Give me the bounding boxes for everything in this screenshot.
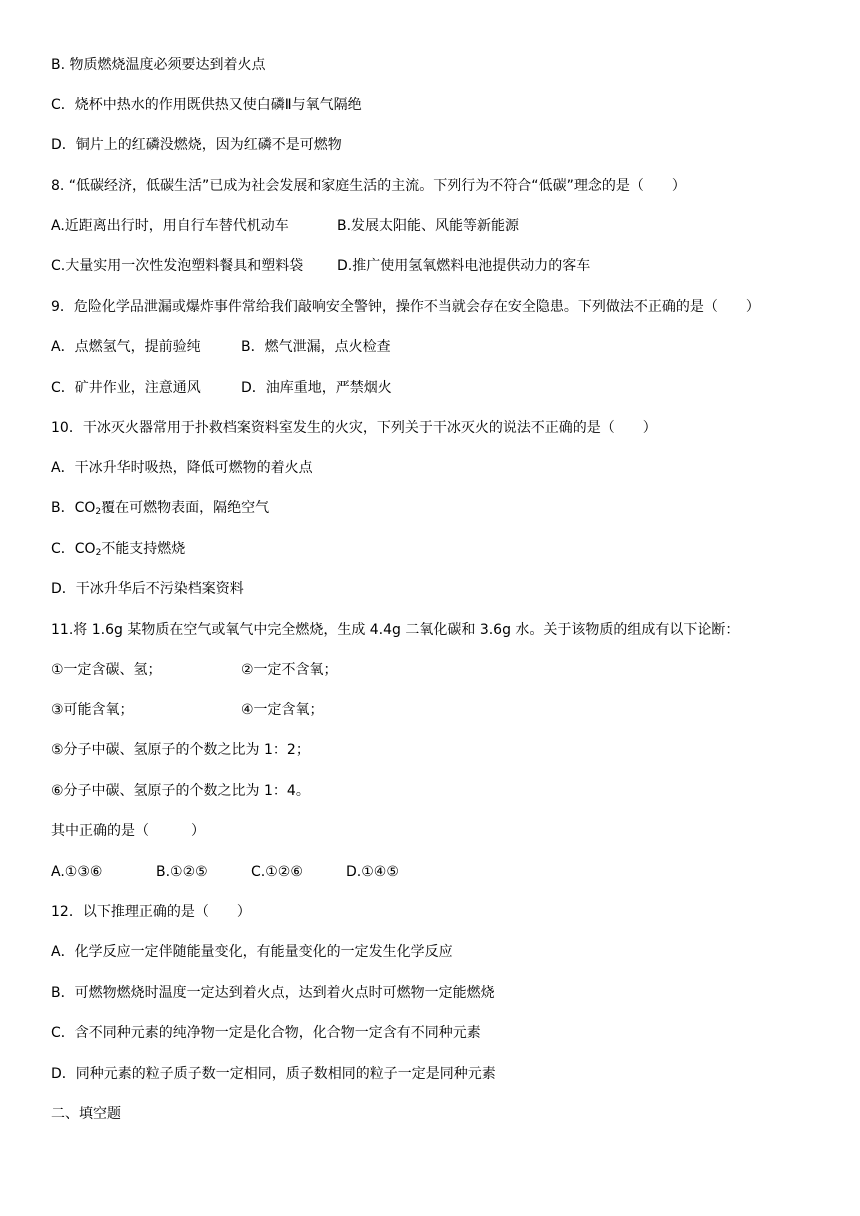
q11-statement-2: ②一定不含氧； (241, 662, 338, 678)
q11-statement-5: ⑤分子中碳、氢原子的个数之比为 1：2； (51, 742, 310, 758)
q8-options-row-1 (51, 216, 519, 236)
q8-options-row-2 (51, 256, 590, 276)
q10-option-d: D．干冰升华后不污染档案资料 (51, 581, 244, 597)
q12-stem: 12．以下推理正确的是（ ） (51, 904, 251, 920)
q11-ask: 其中正确的是（ ） (51, 823, 205, 839)
q12-option-b: B．可燃物燃烧时温度一定达到着火点，达到着火点时可燃物一定能燃烧 (51, 985, 495, 1001)
q11-statements-row-1 (51, 660, 338, 680)
q10-option-b-subscript: 2 (95, 507, 102, 517)
q11-statement-4: ④一定含氧； (241, 702, 324, 718)
section-heading: 二、填空题 (51, 1106, 121, 1122)
q11-option-a: A.①③⑥ (51, 864, 103, 880)
q10-option-b-text: 覆在可燃物表面，隔绝空气 (101, 500, 270, 516)
q11-stem: 11.将 1.6g 某物质在空气或氧气中完全燃烧，生成 4.4g 二氧化碳和 3.6g 水。关于该物质的组成有以下论断： (51, 622, 740, 638)
q8-option-a: A.近距离出行时，用自行车替代机动车 (51, 218, 289, 234)
q8-stem: 8. “低碳经济，低碳生活”已成为社会发展和家庭生活的主流。下列行为不符合“低碳”理念的是（ ） (51, 178, 686, 194)
q10-option-c-text: 不能支持燃烧 (101, 541, 186, 557)
q8-option-b: B.发展太阳能、风能等新能源 (337, 218, 520, 234)
q8-option-d: D.推广使用氢氧燃料电池提供动力的客车 (337, 258, 591, 274)
q10-option-b (51, 498, 269, 522)
q12-option-c: C．含不同种元素的纯净物一定是化合物，化合物一定含有不同种元素 (51, 1025, 481, 1041)
q11-option-b: B.①②⑤ (156, 864, 208, 880)
q11-statements-row-2 (51, 700, 324, 720)
q11-option-d: D.①④⑤ (346, 864, 399, 880)
q9-option-b: B．燃气泄漏，点火检查 (241, 339, 391, 355)
q12-option-d: D．同种元素的粒子质子数一定相同，质子数相同的粒子一定是同种元素 (51, 1066, 496, 1082)
q11-option-c: C.①②⑥ (251, 864, 303, 880)
q9-option-a: A．点燃氢气，提前验纯 (51, 339, 201, 355)
q8-option-c: C.大量实用一次性发泡塑料餐具和塑料袋 (51, 258, 304, 274)
q7-option-c: C．烧杯中热水的作用既供热又使白磷Ⅱ与氧气隔绝 (51, 97, 362, 113)
q9-option-c: C．矿井作业，注意通风 (51, 380, 201, 396)
q9-option-d: D．油库重地，严禁烟火 (241, 380, 392, 396)
q10-option-a: A．干冰升华时吸热，降低可燃物的着火点 (51, 460, 313, 476)
q11-statement-6: ⑥分子中碳、氢原子的个数之比为 1：4。 (51, 783, 310, 799)
q9-stem: 9．危险化学品泄漏或爆炸事件常给我们敲响安全警钟，操作不当就会存在安全隐患。下列做法不正确的是（ ） (51, 299, 760, 315)
q10-option-c (51, 539, 185, 563)
q10-option-b-prefix: B．CO (51, 500, 96, 516)
q12-option-a: A．化学反应一定伴随能量变化，有能量变化的一定发生化学反应 (51, 944, 453, 960)
q11-statement-3: ③可能含氧； (51, 702, 134, 718)
q11-statement-1: ①一定含碳、氢； (51, 662, 162, 678)
q10-option-c-subscript: 2 (95, 548, 102, 558)
q10-stem: 10．干冰灭火器常用于扑救档案资料室发生的火灾，下列关于干冰灭火的说法不正确的是（ ） (51, 420, 657, 436)
q7-option-d: D．铜片上的红磷没燃烧，因为红磷不是可燃物 (51, 137, 342, 153)
q10-option-c-prefix: C．CO (51, 541, 96, 557)
q7-option-b: B. 物质燃烧温度必须要达到着火点 (51, 57, 266, 73)
q11-options-row (51, 862, 399, 882)
q9-options-row-1 (51, 337, 391, 357)
q9-options-row-2 (51, 378, 392, 398)
